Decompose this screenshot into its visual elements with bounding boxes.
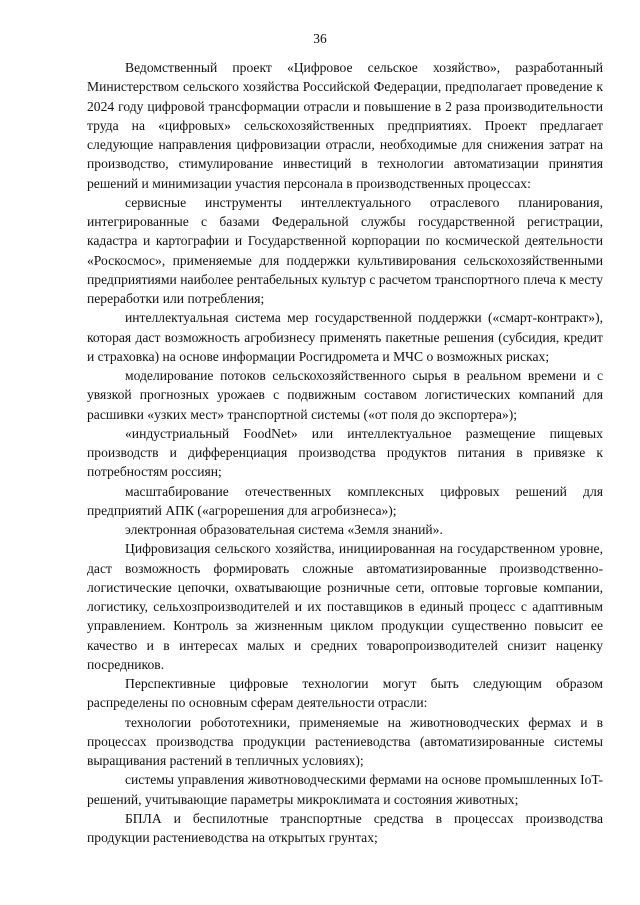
paragraph-flow-modeling: моделирование потоков сельскохозяйственного сырья в реальном времени и с увязкой прогнозных урожаев с подвижным составом логистических компаний для расшивки «узких мест» транспортной системы («от поля до экспортера»); (87, 368, 603, 422)
paragraph-scaling-solutions: масштабирование отечественных комплексных цифровых решений для предприятий АПК («агрорешения для агробизнеса»); (87, 483, 603, 518)
paragraph-digitalization-effects: Цифровизация сельского хозяйства, инициированная на государственном уровне, даст возможность формировать сложные автоматизированные производственно-логистические цепочки, охватывающие розничные сети, оптовые торговые компании, логистику, сельхозпроизводителей и их поставщиков в единый процесс с адаптивным управлением. Контроль за жизненным циклом продукции существенно повысит ее качество и в интересах малых и средних товаропроизводителей снизит наценку посредников. (87, 541, 603, 672)
paragraph-uav-transport: БПЛА и беспилотные транспортные средства в процессах производства продукции растениеводства на открытых грунтах; (87, 810, 603, 845)
paragraph-education-system: электронная образовательная система «Земля знаний». (125, 522, 443, 537)
page-number: 36 (313, 31, 327, 46)
paragraph-planning-tools: сервисные инструменты интеллектуального отраслевого планирования, интегрированные с базами Федеральной службы государственной регистрации, кадастра и картографии и Государственной корпорации по космической деятельности «Роскосмос», применяемые для поддержки культивирования сельскохозяйственными предприятиями наиболее рентабельных культур с расчетом транспортного плеча к месту переработки или потребления; (87, 194, 603, 306)
paragraph-iot-farms: системы управления животноводческими фермами на основе промышленных IoT-решений, учитывающие параметры микроклимата и состояния животных; (87, 772, 603, 807)
document-body (87, 58, 603, 847)
paragraph-technologies-intro: Перспективные цифровые технологии могут быть следующим образом распределены по основным сферам деятельности отрасли: (87, 676, 603, 711)
paragraph-foodnet: «индустриальный FoodNet» или интеллектуальное размещение пищевых производств и дифференциация производства продуктов питания в привязке к потребностям россиян; (87, 425, 603, 480)
paragraph-project-intro: Ведомственный проект «Цифровое сельское хозяйство», разработанный Министерством сельского хозяйства Российской Федерации, предполагает проведение к 2024 году цифровой трансформации отрасли и повышение в 2 раза производительности труда на «цифровых» сельскохозяйственных предприятиях. Проект предлагает следующие направления цифровизации отрасли, необходимые для снижения затрат на производство, стимулирование инвестиций в технологии автоматизации принятия решений и минимизации участия персонала в производственных процессах: (87, 60, 603, 191)
paragraph-robotics: технологии робототехники, применяемые на животноводческих фермах и в процессах производства продукции растениеводства (автоматизированные системы выращивания растений в тепличных условиях); (87, 714, 603, 768)
paragraph-smart-contract: интеллектуальная система мер государственной поддержки («смарт-контракт»), которая даст возможность агробизнесу применять пакетные решения (субсидия, кредит и страховка) на основе информации Росгидромета и МЧС о возможных рисках; (87, 310, 603, 364)
